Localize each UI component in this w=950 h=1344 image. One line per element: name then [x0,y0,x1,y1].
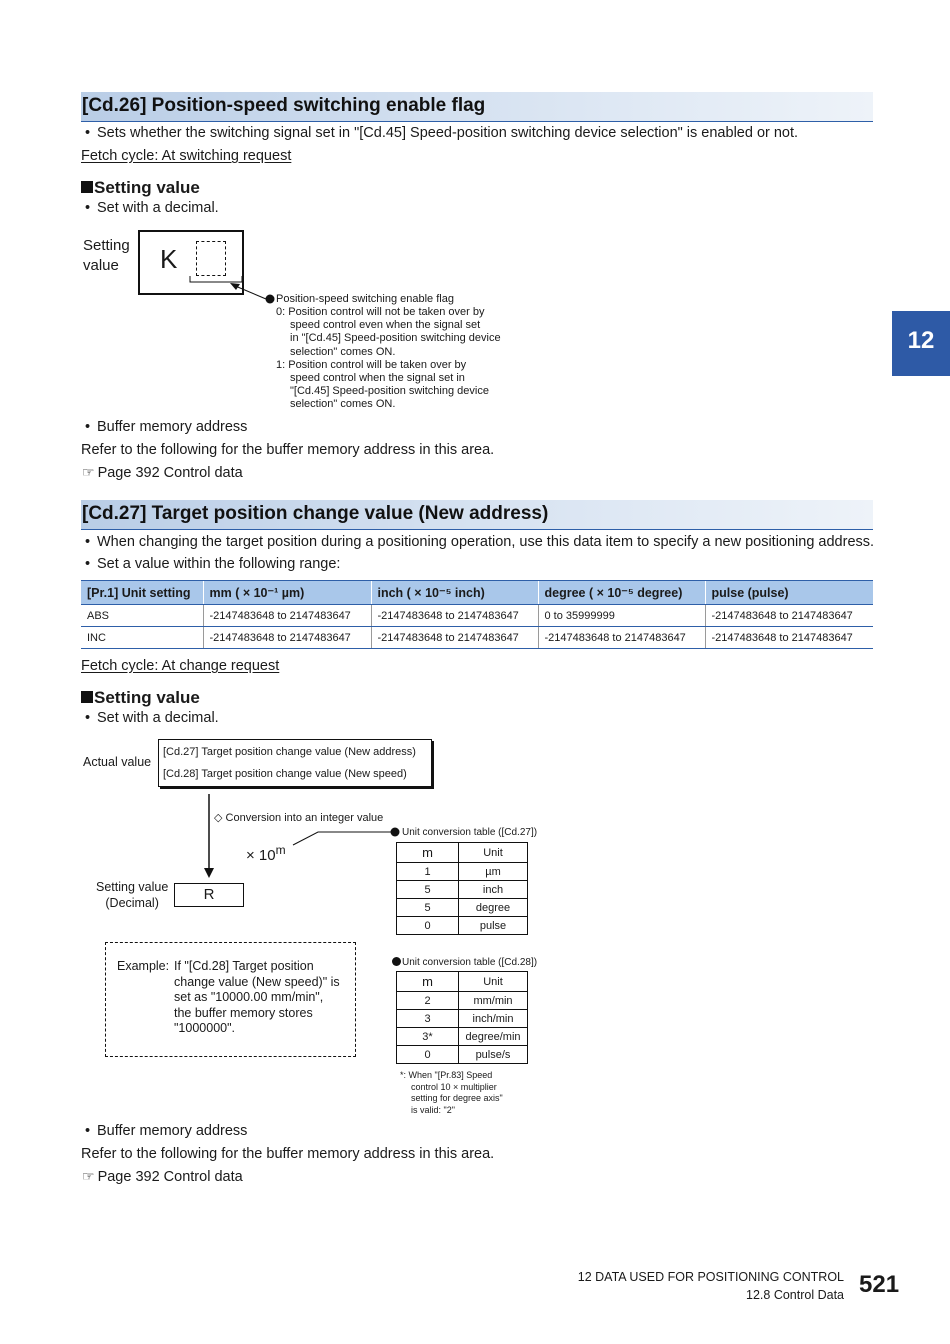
table-row [397,1046,528,1064]
table-cell: degree [459,899,528,917]
flag-description: 0: Position control will not be taken over by speed control even when the signal set in "[Cd.45] Speed-position switching device selection" comes ON. 1: Position control will be taken over by speed control when the signal set in "[Cd.45] Speed-position switching device selection" comes ON. [276,306,501,411]
table-cell: -2147483648 to 2147483647 [371,627,538,649]
example-box [105,942,356,1057]
table-cell: 1 [397,863,459,881]
cd26-arrow-diagram [180,270,280,305]
table-header: mm ( × 10⁻¹ µm) [203,581,371,605]
conv27-table [396,842,528,935]
table-cell: pulse [459,917,528,935]
pointing-hand-icon: ☞ [82,464,95,480]
cd26-buffer: • Buffer memory address [97,419,247,435]
cd26-pageref-link[interactable]: ☞ Page 392 Control data [82,464,243,481]
bullet-dot-icon [392,957,401,966]
setting-decimal-label: Setting value (Decimal) [96,880,169,910]
pointing-hand-icon: ☞ [82,1168,95,1184]
table-cell: INC [81,627,203,649]
table-cell: m [397,843,459,863]
conv27-title: Unit conversion table ([Cd.27]) [402,827,538,838]
table-cell: µm [459,863,528,881]
conv28-table [396,971,528,1064]
table-cell: 2 [397,992,459,1010]
range-table [81,580,873,649]
chapter-tab[interactable]: 12 [892,311,950,376]
actual-value-label: Actual value [83,755,152,769]
cd27-bullet2: • Set a value within the following range: [97,556,340,572]
table-cell: Unit [459,843,528,863]
table-cell: degree/min [459,1028,528,1046]
cd27-pageref-link[interactable]: ☞ Page 392 Control data [82,1168,243,1185]
table-cell: 5 [397,881,459,899]
table-row [397,899,528,917]
cd27-set-decimal: • Set with a decimal. [97,710,219,726]
example-text: If "[Cd.28] Target position change value (New speed)" is set as "10000.00 mm/min", the buffer memory stores "1000000". [174,959,340,1035]
table-cell: -2147483648 to 2147483647 [203,627,371,649]
table-cell: 0 [397,1046,459,1064]
table-cell: 3* [397,1028,459,1046]
table-cell: Unit [459,972,528,992]
cd26-set-decimal: • Set with a decimal. [97,200,219,216]
table-cell: inch [459,881,528,899]
conversion-label: ◇ Conversion into an integer value [214,812,384,824]
table-cell: -2147483648 to 2147483647 [203,605,371,627]
table-row [397,863,528,881]
page-number: 521 [859,1271,900,1298]
table-row [397,917,528,935]
table-row [397,992,528,1010]
cd27-setting-head: Setting value [81,688,200,708]
cd27-fetch: Fetch cycle: At change request [81,658,280,674]
diamond-icon: ◇ [214,812,223,824]
actual-value-box [158,739,432,787]
table-cell: 3 [397,1010,459,1028]
table-cell: ABS [81,605,203,627]
square-bullet-icon [81,691,93,703]
cd26-fetch: Fetch cycle: At switching request [81,148,292,164]
table-cell: 0 [397,917,459,935]
cd26-bullet: • Sets whether the switching signal set in "[Cd.45] Speed-position switching device selection" is enabled or not. [97,125,798,141]
table-cell: -2147483648 to 2147483647 [705,627,873,649]
example-label: Example: [117,959,170,973]
cd26-refer: Refer to the following for the buffer memory address in this area. [81,442,495,458]
cd26-setting-head: Setting value [81,178,200,198]
table-cell: -2147483648 to 2147483647 [705,605,873,627]
footer-chapter: 12 DATA USED FOR POSITIONING CONTROL 12.8 Control Data [577,1270,844,1302]
cd27-buffer: • Buffer memory address [97,1123,247,1139]
table-cell: -2147483648 to 2147483647 [538,627,705,649]
conv28-title: Unit conversion table ([Cd.28]) [392,957,537,969]
table-row [81,627,873,649]
square-bullet-icon [81,181,93,193]
table-header: [Pr.1] Unit setting [81,581,203,605]
table-row [397,881,528,899]
footnote: *: When "[Pr.83] Speed control 10 × multiplier setting for degree axis" is valid: "2" [400,1070,503,1115]
r-box: R [174,883,244,907]
times-ten-label: × $10^m$ [246,843,286,864]
conversion-arrows [200,790,400,882]
flag-title: Position-speed switching enable flag [276,293,454,305]
table-row [397,972,528,992]
cd27-heading: [Cd.27] Target position change value (New address) [81,500,873,530]
cd27-bullet1: • When changing the target position during a positioning operation, use this data item to specify a new positioning address. [97,534,874,550]
table-header: pulse (pulse) [705,581,873,605]
table-row [397,843,528,863]
table-row [397,1010,528,1028]
table-header-row [81,581,873,605]
cd26-box-label: Setting value [83,237,130,274]
cd27-refer: Refer to the following for the buffer memory address in this area. [81,1146,495,1162]
table-cell: 5 [397,899,459,917]
k-label: K [160,244,178,274]
table-row [81,605,873,627]
actual-line-2: [Cd.28] Target position change value (New speed) [163,768,407,780]
table-cell: -2147483648 to 2147483647 [371,605,538,627]
cd26-heading: [Cd.26] Position-speed switching enable flag [81,92,873,122]
table-cell: pulse/s [459,1046,528,1064]
table-header: inch ( × 10⁻⁵ inch) [371,581,538,605]
table-cell: m [397,972,459,992]
table-header: degree ( × 10⁻⁵ degree) [538,581,705,605]
table-cell: 0 to 35999999 [538,605,705,627]
table-cell: mm/min [459,992,528,1010]
table-cell: inch/min [459,1010,528,1028]
actual-line-1: [Cd.27] Target position change value (New address) [163,746,416,758]
table-row [397,1028,528,1046]
